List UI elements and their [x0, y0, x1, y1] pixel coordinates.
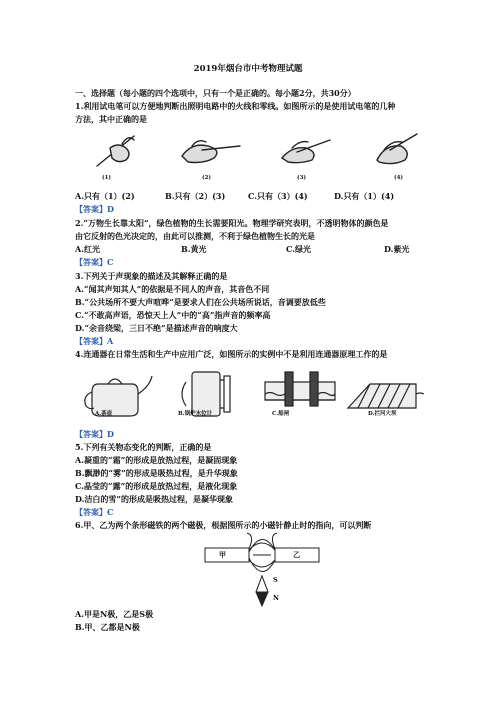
- q1-stem-line2: 方法，其中正确的是: [75, 114, 147, 124]
- q4-caption-d: D.拦河大坝: [368, 411, 397, 417]
- q5-option-d: D.洁白的雪”的形成是吸热过程，是凝华现象: [75, 494, 234, 504]
- q6-figure-magnets: [203, 534, 321, 606]
- q1-caption-2: (2): [202, 175, 212, 181]
- q6-label-jia: 甲: [219, 550, 226, 559]
- q1-figure-test-pen: [92, 128, 422, 181]
- q6-option-b: B.甲、乙都是N极: [75, 622, 140, 632]
- q5-option-c: C.晶莹的“露”的形成是放热过程，是液化现象: [75, 481, 238, 491]
- q4-figure-connected-vessels: [80, 364, 425, 426]
- magnet-field-illustration: [203, 534, 321, 606]
- q5-option-a: A.凝重的“霜”的形成是放热过程，是凝固现象: [75, 455, 238, 465]
- q2-option-c: C.绿光: [286, 244, 312, 254]
- q6-needle-s-label: S: [273, 576, 278, 584]
- q6-needle-n-label: N: [273, 594, 279, 602]
- q5-stem: 5.下列有关物态变化的判断，正确的是: [75, 442, 212, 452]
- q3-option-c: C.“不敢高声语，恐惊天上人”中的“高”指声音的频率高: [75, 310, 271, 320]
- q2-stem-line1: 2.“万物生长靠太阳”，绿色植物的生长需要阳光。物理学研究表明，不透明物体的颜色是: [75, 218, 389, 228]
- q1-option-d: D.只有（1）(4): [334, 191, 395, 201]
- q3-answer: 【答案】A: [75, 336, 114, 346]
- q4-caption-c: C.船闸: [272, 411, 290, 417]
- q5-answer: 【答案】C: [75, 507, 114, 517]
- q2-option-d: D.紫光: [384, 244, 410, 254]
- q2-stem-line2: 由它反射的色光决定的，由此可以推测，不利于绿色植物生长的光是: [75, 231, 315, 241]
- section-heading: 一、选择题（每小题的四个选项中，只有一个是正确的。每小题2分，共30分）: [75, 88, 356, 98]
- q4-caption-a: A.茶壶: [95, 411, 113, 417]
- q3-option-a: A.“闻其声知其人”的依据是不同人的声音，其音色不同: [75, 284, 270, 294]
- q1-stem-line1: 1.利用试电笔可以方便地判断出照明电路中的火线和零线。如图所示的是使用试电笔的几种: [75, 101, 396, 111]
- q1-answer: 【答案】D: [75, 204, 114, 214]
- q1-caption-3: (3): [297, 175, 307, 181]
- q6-stem: 6.甲、乙为两个条形磁铁的两个磁极，根据图所示的小磁针静止时的指向，可以判断: [75, 520, 372, 530]
- q2-answer: 【答案】C: [75, 257, 114, 267]
- q3-option-d: D.“余音绕梁，三日不绝”是描述声音的响度大: [75, 323, 238, 333]
- q1-option-b: B.只有（2）(3): [165, 191, 226, 201]
- page-title: 2019年烟台市中考物理试题: [193, 64, 303, 74]
- q1-caption-4: (4): [394, 175, 404, 181]
- q6-option-a: A.甲是N极，乙是S极: [75, 609, 154, 619]
- q3-stem: 3.下列关于声现象的描述及其解释正确的是: [75, 271, 228, 281]
- q2-option-a: A.红光: [75, 244, 100, 254]
- q5-option-b: B.飘渺的“雾”的形成是吸热过程，是升华现象: [75, 468, 238, 478]
- q1-option-c: C.只有（3）(4): [248, 191, 308, 201]
- q1-option-a: A.只有（1）(2): [75, 191, 135, 201]
- q1-caption-1: (1): [102, 175, 112, 181]
- q4-answer: 【答案】D: [75, 429, 114, 439]
- q6-label-yi: 乙: [293, 550, 300, 559]
- q2-option-b: B.黄光: [181, 244, 207, 254]
- q3-option-b: B.“公共场所不要大声喧哗”是要求人们在公共场所说话，音调要放低些: [75, 297, 326, 307]
- q4-stem: 4.连通器在日常生活和生产中应用广泛，如图所示的实例中不是利用连通器原理工作的是: [75, 349, 388, 359]
- test-pen-hands-illustration: [92, 128, 422, 176]
- q4-caption-b: B.锅炉水位计: [178, 411, 213, 417]
